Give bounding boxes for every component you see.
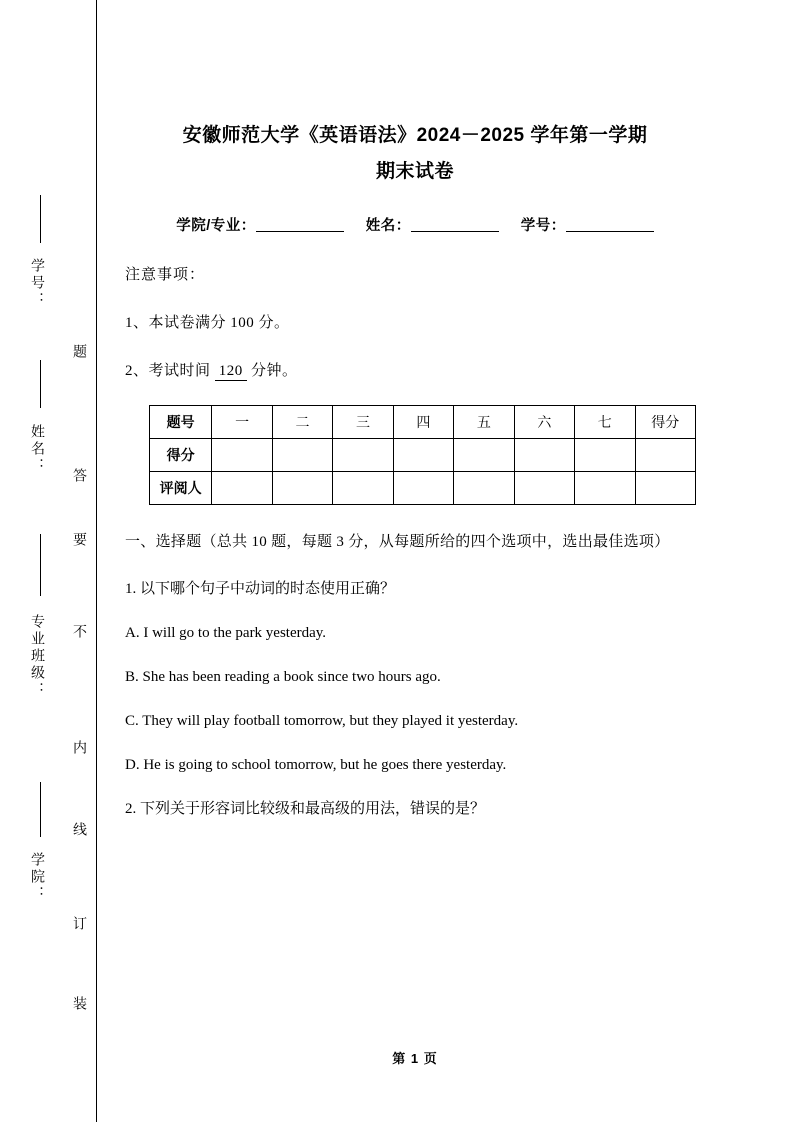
score-table-cell: 得分 — [635, 406, 695, 439]
question-2-stem: 2. 下列关于形容词比较级和最高级的用法，错误的是？ — [125, 801, 486, 817]
score-table-cell: 六 — [514, 406, 574, 439]
score-table-cell: 七 — [575, 406, 635, 439]
score-table-cell[interactable] — [635, 439, 695, 472]
score-table-cell[interactable] — [212, 439, 272, 472]
score-table-cell: 一 — [212, 406, 272, 439]
score-table-row-header: 评阅人 — [150, 472, 212, 505]
page-footer: 第 1 页 — [392, 1051, 438, 1066]
score-table-cell[interactable] — [272, 472, 332, 505]
score-table-cell[interactable] — [454, 472, 514, 505]
score-table-cell[interactable] — [393, 439, 453, 472]
question-1-choice-b[interactable]: B. She has been reading a book since two hours ago. — [125, 669, 441, 685]
margin-seal-char-2: 答 — [71, 468, 86, 485]
page-title — [125, 118, 705, 190]
notice-item-2-prefix: 2、考试时间 — [125, 363, 211, 379]
question-1-stem: 1. 以下哪个句子中动词的时态使用正确？ — [125, 581, 396, 597]
margin-label-name: 姓名： — [29, 424, 44, 475]
margin-student-info-column — [18, 0, 62, 1122]
question-1-choice-d[interactable]: D. He is going to school tomorrow, but he goes there yesterday. — [125, 757, 507, 773]
table-row — [150, 472, 696, 505]
notice-item-2 — [125, 359, 705, 381]
score-table-cell[interactable] — [514, 472, 574, 505]
score-table-cell: 三 — [333, 406, 393, 439]
score-table-cell[interactable] — [635, 472, 695, 505]
score-table-cell[interactable] — [333, 439, 393, 472]
input-name[interactable] — [411, 217, 499, 232]
margin-label-college: 学院： — [29, 852, 44, 903]
notice-item-2-suffix: 分钟。 — [251, 363, 298, 379]
label-college-major: 学院/专业： — [176, 218, 256, 234]
margin-label-student-id: 学号： — [29, 258, 44, 309]
input-college-major[interactable] — [256, 217, 344, 232]
margin-seal-char-1: 题 — [71, 344, 86, 361]
score-table-cell: 五 — [454, 406, 514, 439]
score-table-cell[interactable] — [333, 472, 393, 505]
margin-seal-column — [58, 0, 102, 1122]
section-heading-1: 一、选择题（总共 10 题，每题 3 分，从每题所给的四个选项中，选出最佳选项） — [125, 534, 670, 550]
score-table-cell[interactable] — [393, 472, 453, 505]
label-name: 姓名： — [365, 218, 411, 234]
score-table-cell[interactable] — [575, 439, 635, 472]
notice-heading: 注意事项： — [125, 267, 206, 283]
notice-item-1: 1、本试卷满分 100 分。 — [125, 315, 290, 331]
page-title-line-2: 期末试卷 — [375, 161, 454, 182]
margin-seal-char-4: 不 — [71, 624, 86, 641]
input-student-id[interactable] — [566, 217, 654, 232]
question-1-choice-c[interactable]: C. They will play football tomorrow, but they played it yesterday. — [125, 713, 519, 729]
table-row — [150, 439, 696, 472]
score-table-cell[interactable] — [454, 439, 514, 472]
score-table-cell: 四 — [393, 406, 453, 439]
score-table-row-header: 得分 — [150, 439, 212, 472]
student-info-line — [125, 214, 705, 235]
table-row — [150, 406, 696, 439]
margin-label-class: 专业班级： — [29, 614, 44, 699]
margin-seal-char-7: 订 — [71, 916, 86, 933]
margin-seal-char-5: 内 — [71, 740, 86, 757]
margin-rule-3 — [40, 534, 41, 596]
margin-seal-char-8: 装 — [71, 996, 86, 1013]
score-table-row-header: 题号 — [150, 406, 212, 439]
margin-rule-2 — [40, 360, 41, 408]
notice-exam-duration: 120 — [215, 363, 247, 381]
score-table-cell[interactable] — [212, 472, 272, 505]
margin-seal-char-6: 线 — [71, 822, 86, 839]
page-title-line-1: 安徽师范大学《英语语法》2024－2025 学年第一学期 — [182, 125, 648, 146]
margin-rule-4 — [40, 782, 41, 837]
margin-seal-char-3: 要 — [71, 532, 86, 549]
score-table-cell[interactable] — [514, 439, 574, 472]
score-table-cell[interactable] — [272, 439, 332, 472]
margin-rule-1 — [40, 195, 41, 243]
score-table-cell: 二 — [272, 406, 332, 439]
score-table-cell[interactable] — [575, 472, 635, 505]
label-student-id: 学号： — [520, 218, 566, 234]
score-table — [149, 405, 696, 505]
exam-paper-body — [125, 0, 705, 1122]
question-1-choice-a[interactable]: A. I will go to the park yesterday. — [125, 625, 327, 641]
